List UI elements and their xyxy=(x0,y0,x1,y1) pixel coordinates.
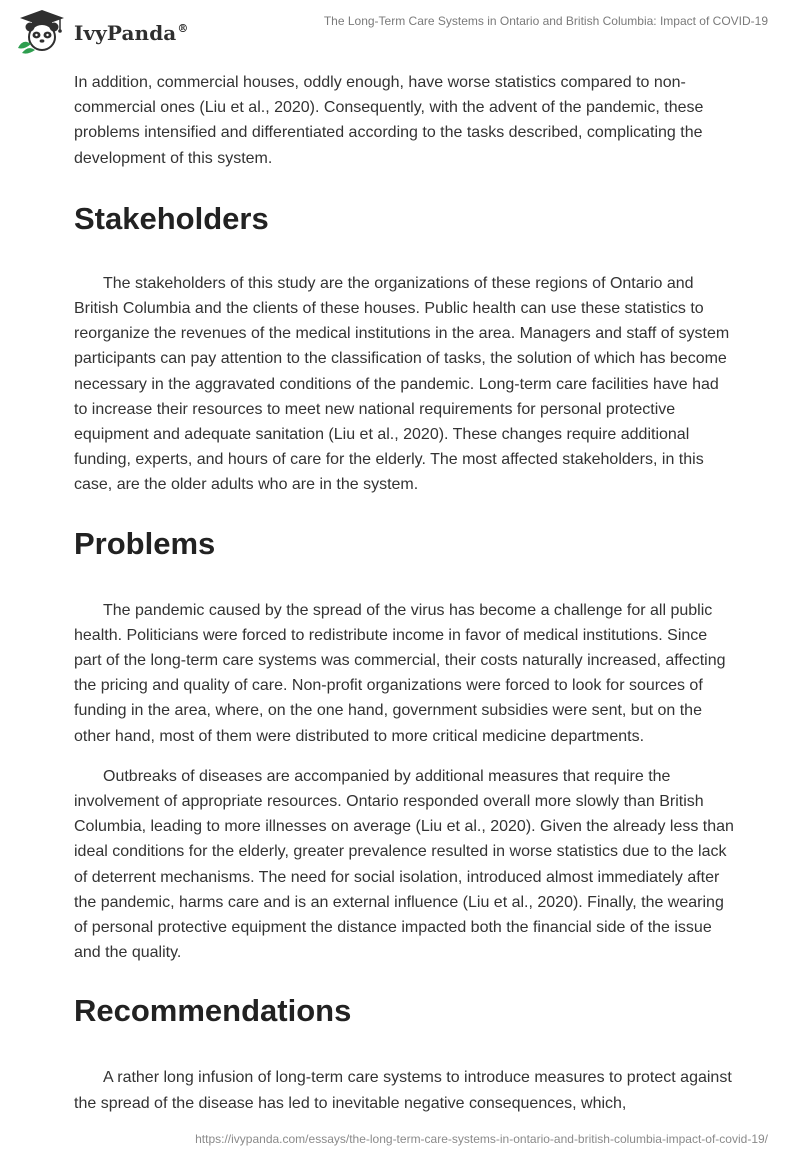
stakeholders-paragraph: The stakeholders of this study are the organizations of these regions of Ontario and British Columbia and the clients of these houses. Public health can use these statistics to reorganize the revenues of the medical institutions in the area. Managers and staff of system participants can pay attention to the classification of tasks, the solution of which has become necessary in the aggravated conditions of the pandemic. Long-term care facilities have had to increase their resources to meet new national requirements for personal protective equipment and adequate sanitation (Liu et al., 2020). These changes require additional funding, experts, and hours of care for the elderly. The most affected stakeholders, in this case, are the older adults who are in the system. xyxy=(74,274,730,494)
section-heading-stakeholders: Stakeholders xyxy=(74,200,269,236)
problems-paragraph-2: Outbreaks of diseases are accompanied by additional measures that require the involvement of appropriate resources. Ontario responded overall more slowly than British Columbia, leading to more illnesses on average (Liu et al., 2020). Given the already less than ideal conditions for the elderly, greater prevalence resulted in worse statistics due to the lack of deterrent mechanisms. The need for social isolation, introduced almost immediately after the pandemic, harms care and is an external influence (Liu et al., 2020). Finally, the wearing of personal protective equipment the distance impacted both the financial side of the issue and the quality. xyxy=(74,767,734,962)
problems-paragraph-1: The pandemic caused by the spread of the virus has become a challenge for all public health. Politicians were forced to redistribute income in favor of medical institutions. Since part of the long-term care systems was commercial, their costs naturally increased, affecting the pricing and quality of care. Non-profit organizations were forced to look for sources of funding in the area, where, on the one hand, government subsidies were sent, but on the other hand, most of them were distributed to more critical medicine departments. xyxy=(74,601,726,745)
section-heading-problems: Problems xyxy=(74,525,216,561)
section-heading-recommendations: Recommendations xyxy=(74,993,352,1029)
ivypanda-logo[interactable] xyxy=(14,8,188,54)
intro-paragraph: In addition, commercial houses, oddly enough, have worse statistics compared to non-commercial ones (Liu et al., 2020). Consequently, with the advent of the pandemic, these problems intensified and differentiated according to the tasks described, complicating the development of this system. xyxy=(74,74,704,167)
page-header xyxy=(0,0,800,60)
registered-mark: ® xyxy=(177,22,189,36)
document-title: The Long-Term Care Systems in Ontario and British Columbia: Impact of COVID-19 xyxy=(323,14,768,28)
article-body xyxy=(74,70,734,1116)
panda-graduate-icon xyxy=(14,8,70,54)
brand-name: IvyPanda® xyxy=(74,21,189,45)
recommendations-paragraph: A rather long infusion of long-term care systems to introduce measures to protect against the spread of the disease has led to inevitable negative consequences, which, xyxy=(74,1069,732,1112)
footer-source-link[interactable]: https://ivypanda.com/essays/the-long-term-care-systems-in-ontario-and-british-columbia-impact-of-covid-19/ xyxy=(195,1132,768,1146)
